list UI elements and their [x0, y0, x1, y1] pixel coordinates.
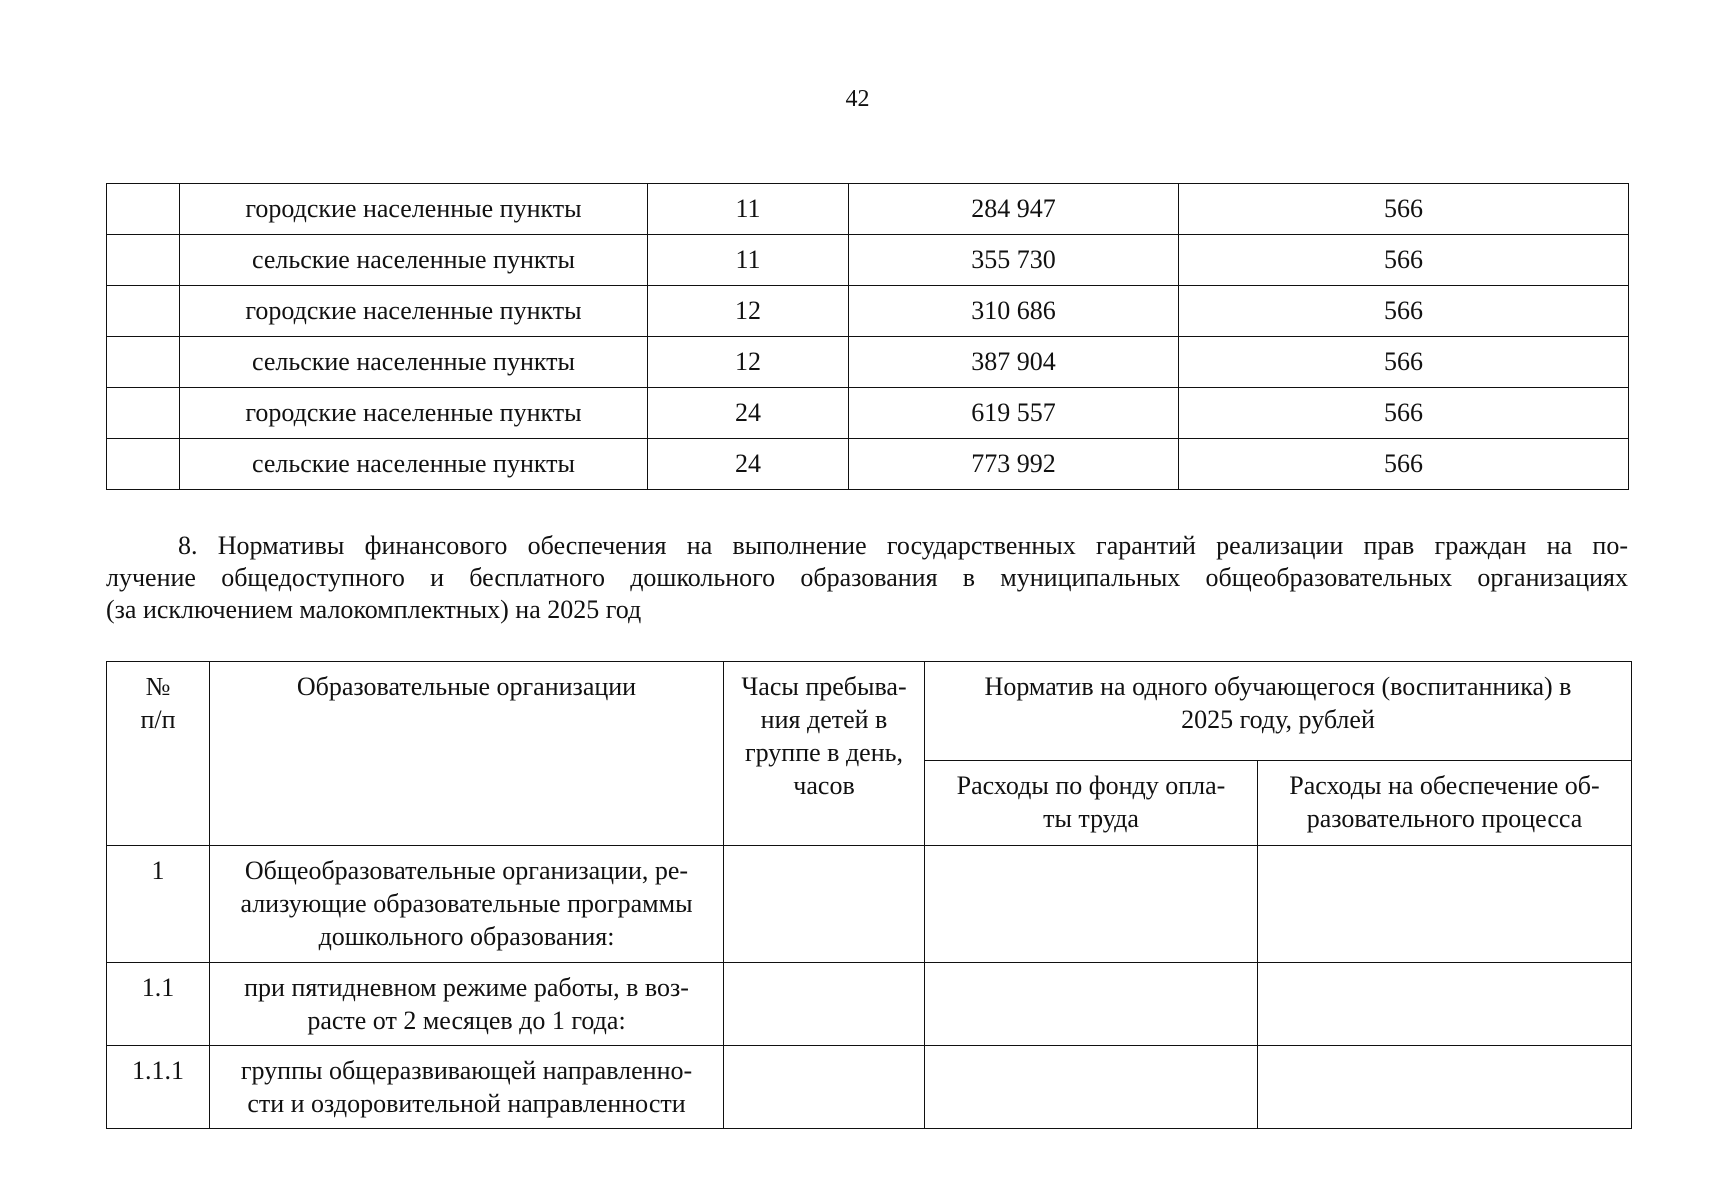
- table-cell-empty: [107, 286, 180, 337]
- row-organization: [210, 846, 724, 963]
- header-hours-line: часов: [793, 771, 855, 800]
- table-cell-empty: [107, 337, 180, 388]
- header-hours-line: группе в день,: [744, 738, 903, 767]
- row-wage: [925, 963, 1258, 1046]
- row-hours: [724, 1046, 925, 1129]
- section-heading-line: (за исключением малокомплектных) на 2025 год: [106, 595, 642, 624]
- row-edu: [1258, 846, 1632, 963]
- table-cell-empty: [107, 235, 180, 286]
- table-cell-category: сельские населенные пункты: [180, 337, 648, 388]
- page-number: 42: [845, 86, 870, 112]
- table-cell-hours: 12: [648, 286, 849, 337]
- row-number: 1: [107, 846, 210, 963]
- table-cell-category: городские населенные пункты: [180, 184, 648, 235]
- row-hours: [724, 963, 925, 1046]
- table-header-row: [107, 662, 1632, 761]
- section-heading-line: 8. Нормативы финансового обеспечения на выполнение государственных гарантий реализации прав граждан на по-: [178, 531, 1628, 560]
- table-cell-empty: [107, 388, 180, 439]
- table-cell-edu: 566: [1179, 439, 1629, 490]
- table-row: [107, 286, 1629, 337]
- table-cell-edu: 566: [1179, 388, 1629, 439]
- header-wage: [925, 761, 1258, 846]
- row-organization-line: при пятидневном режиме работы, в воз-: [244, 973, 689, 1002]
- section-heading-line: лучение общедоступного и бесплатного дошкольного образования в муниципальных общеобразовательных организациях: [106, 563, 1628, 592]
- table-cell-hours: 24: [648, 439, 849, 490]
- header-edu-line: разовательного процесса: [1306, 804, 1583, 833]
- row-edu: [1258, 1046, 1632, 1129]
- row-organization-line: группы общеразвивающей направленно-: [240, 1056, 693, 1085]
- normatives-table: [106, 661, 1632, 1129]
- section-heading: [106, 530, 1628, 626]
- header-wage-line: Расходы по фонду опла-: [956, 771, 1226, 800]
- row-organization: [210, 1046, 724, 1129]
- row-edu: [1258, 963, 1632, 1046]
- table-row: [107, 846, 1632, 963]
- table-row: [107, 1046, 1632, 1129]
- header-norm: [925, 662, 1632, 761]
- table-row: [107, 235, 1629, 286]
- row-wage: [925, 1046, 1258, 1129]
- header-hours-line: Часы пребыва-: [741, 672, 907, 701]
- table-row: [107, 963, 1632, 1046]
- top-table: [106, 183, 1629, 490]
- table-row: [107, 388, 1629, 439]
- table-cell-edu: 566: [1179, 286, 1629, 337]
- table-row: [107, 184, 1629, 235]
- table-cell-category: сельские населенные пункты: [180, 235, 648, 286]
- header-norm-line: Норматив на одного обучающегося (воспитанника) в: [984, 672, 1572, 701]
- table-cell-edu: 566: [1179, 235, 1629, 286]
- table-row: [107, 439, 1629, 490]
- table-cell-wage: 387 904: [849, 337, 1179, 388]
- table-cell-empty: [107, 439, 180, 490]
- table-cell-wage: 284 947: [849, 184, 1179, 235]
- row-number: 1.1: [107, 963, 210, 1046]
- table-row: [107, 337, 1629, 388]
- row-number: 1.1.1: [107, 1046, 210, 1129]
- table-cell-category: городские населенные пункты: [180, 388, 648, 439]
- table-cell-edu: 566: [1179, 337, 1629, 388]
- header-hours: [724, 662, 925, 846]
- table-cell-wage: 619 557: [849, 388, 1179, 439]
- row-organization-line: ализующие образовательные программы: [240, 889, 693, 918]
- table-cell-edu: 566: [1179, 184, 1629, 235]
- row-organization-line: расте от 2 месяцев до 1 года:: [307, 1006, 626, 1035]
- table-cell-wage: 773 992: [849, 439, 1179, 490]
- table-cell-wage: 310 686: [849, 286, 1179, 337]
- table-cell-hours: 11: [648, 235, 849, 286]
- header-norm-line: 2025 году, рублей: [1181, 705, 1375, 734]
- table-cell-category: сельские населенные пункты: [180, 439, 648, 490]
- table-cell-hours: 12: [648, 337, 849, 388]
- table-cell-hours: 11: [648, 184, 849, 235]
- row-organization-line: дошкольного образования:: [318, 922, 615, 951]
- header-edu: [1258, 761, 1632, 846]
- row-wage: [925, 846, 1258, 963]
- table-cell-wage: 355 730: [849, 235, 1179, 286]
- header-number: [107, 662, 210, 846]
- header-number-line: №: [145, 672, 171, 701]
- row-hours: [724, 846, 925, 963]
- table-cell-empty: [107, 184, 180, 235]
- header-organizations: Образовательные организации: [210, 662, 724, 846]
- header-edu-line: Расходы на обеспечение об-: [1289, 771, 1600, 800]
- row-organization-line: Общеобразовательные организации, ре-: [244, 856, 689, 885]
- row-organization-line: сти и оздоровительной направленности: [247, 1089, 686, 1118]
- row-organization: [210, 963, 724, 1046]
- table-cell-hours: 24: [648, 388, 849, 439]
- header-number-line: п/п: [140, 705, 176, 734]
- table-cell-category: городские населенные пункты: [180, 286, 648, 337]
- header-wage-line: ты труда: [1043, 804, 1139, 833]
- header-hours-line: ния детей в: [760, 705, 888, 734]
